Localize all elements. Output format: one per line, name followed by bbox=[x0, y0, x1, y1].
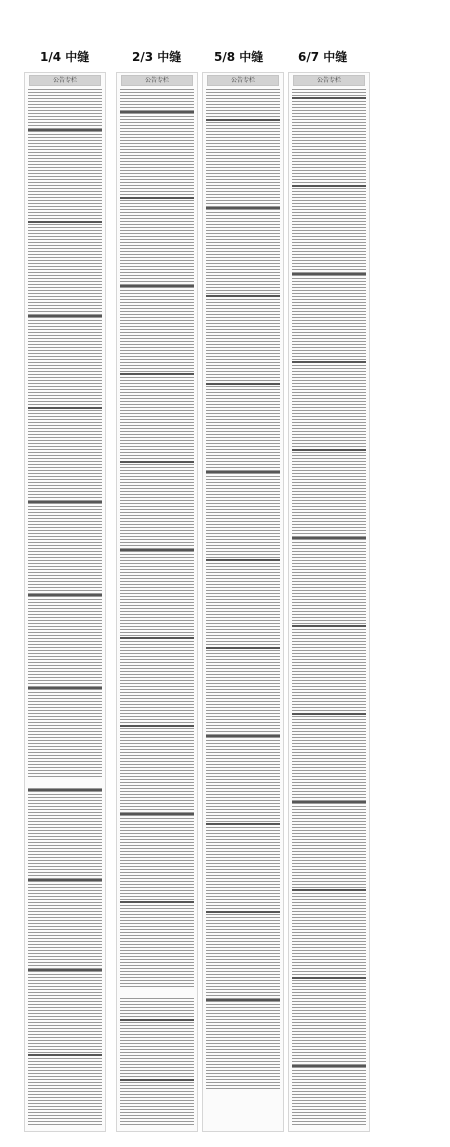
notice-banner-4: 公告专栏 bbox=[293, 75, 365, 86]
notice-strip-2 bbox=[116, 72, 198, 1132]
notice-text-block-4 bbox=[292, 89, 366, 1127]
column-header-2: 2/3 中缝 bbox=[132, 50, 182, 64]
column-header-4: 6/7 中缝 bbox=[298, 50, 348, 64]
notice-strip-4 bbox=[288, 72, 370, 1132]
notice-text-block-2 bbox=[120, 89, 194, 1127]
notice-strip-3 bbox=[202, 72, 284, 1132]
column-header-1: 1/4 中缝 bbox=[40, 50, 90, 64]
notice-banner-3: 公告专栏 bbox=[207, 75, 279, 86]
notice-banner-2: 公告专栏 bbox=[121, 75, 193, 86]
notice-text-block-1 bbox=[28, 89, 102, 1127]
notice-strip-1 bbox=[24, 72, 106, 1132]
column-header-3: 5/8 中缝 bbox=[214, 50, 264, 64]
notice-banner-1: 公告专栏 bbox=[29, 75, 101, 86]
notice-text-block-3 bbox=[206, 89, 280, 1127]
